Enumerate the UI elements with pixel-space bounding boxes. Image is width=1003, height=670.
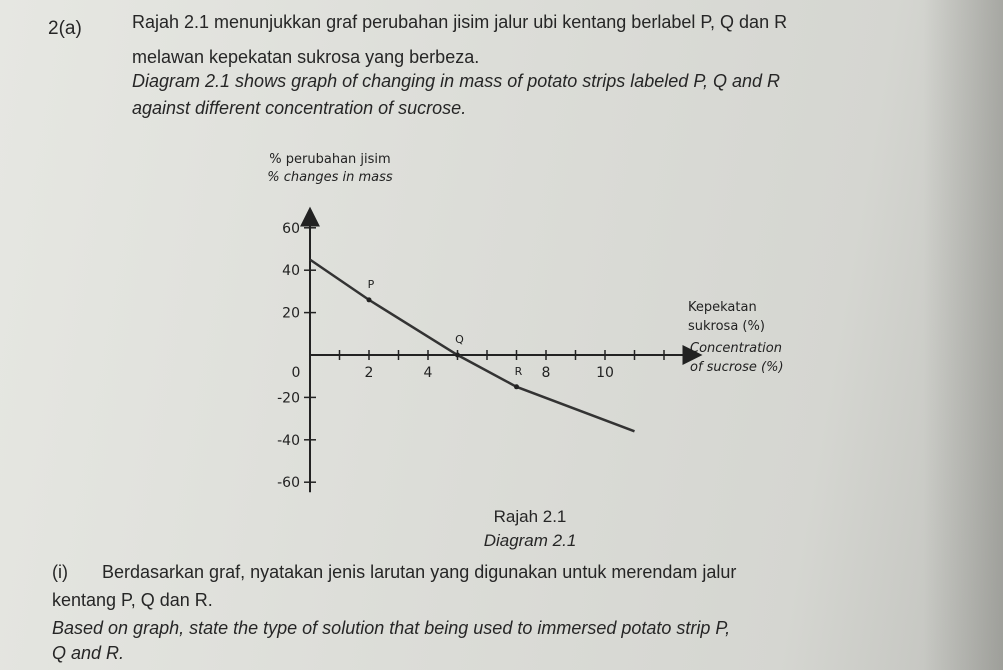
y-tick-label: -20 [277,390,300,407]
x-tick-label: 0 [291,365,301,381]
x-axis-title-malay-2: sukrosa (%) [688,319,765,334]
x-axis-title-english-2: of sucrose (%) [690,360,784,375]
caption-malay: Rajah 2.1 [493,507,567,526]
x-axis-title-malay-1: Kepekatan [688,300,757,315]
y-tick-label: 40 [282,263,300,280]
intro-english-line-1: Diagram 2.1 shows graph of changing in mass of potato strips labeled P, Q and R [132,71,781,91]
x-tick-label: 8 [541,365,551,381]
graph-labels [267,152,783,491]
x-tick-label: 2 [364,365,374,381]
y-tick-label: 20 [282,305,300,322]
graph-axes [304,217,693,493]
point-r [514,384,519,389]
y-axis-title-malay: % perubahan jisim [269,152,391,167]
point-q [455,353,460,358]
y-tick-label: -60 [277,475,300,492]
point-p [367,297,372,302]
intro-malay-line-2: melawan kepekatan sukrosa yang berbeza. [132,47,480,67]
x-tick-label: 10 [596,365,614,381]
x-tick-label: 4 [423,365,433,381]
x-axis-title-english-1: Concentration [690,341,782,356]
point-label-p: P [367,277,375,291]
intro-malay-line-1: Rajah 2.1 menunjukkan graf perubahan jisim jalur ubi kentang berlabel P, Q dan R [132,12,788,32]
subquestion-number: (i) [52,562,68,582]
point-label-q: Q [455,333,464,346]
y-tick-label: 60 [282,220,300,237]
subquestion-english-line-2: Q and R. [52,643,125,663]
graph-series [310,260,635,432]
intro-english-line-2: against different concentration of sucrose. [132,98,467,118]
question-number: 2(a) [48,18,82,39]
subquestion-malay-line-1: Berdasarkan graf, nyatakan jenis larutan yang digunakan untuk merendam jalur [102,562,737,582]
series-line [310,260,635,432]
caption-english: Diagram 2.1 [483,531,577,550]
subquestion-malay-line-2: kentang P, Q dan R. [52,590,213,610]
point-label-r: R [514,364,523,378]
subquestion-english-line-1: Based on graph, state the type of solution that being used to immersed potato strip P, [52,618,731,638]
y-axis-title-english: % changes in mass [267,170,393,185]
y-tick-label: -40 [277,432,300,449]
